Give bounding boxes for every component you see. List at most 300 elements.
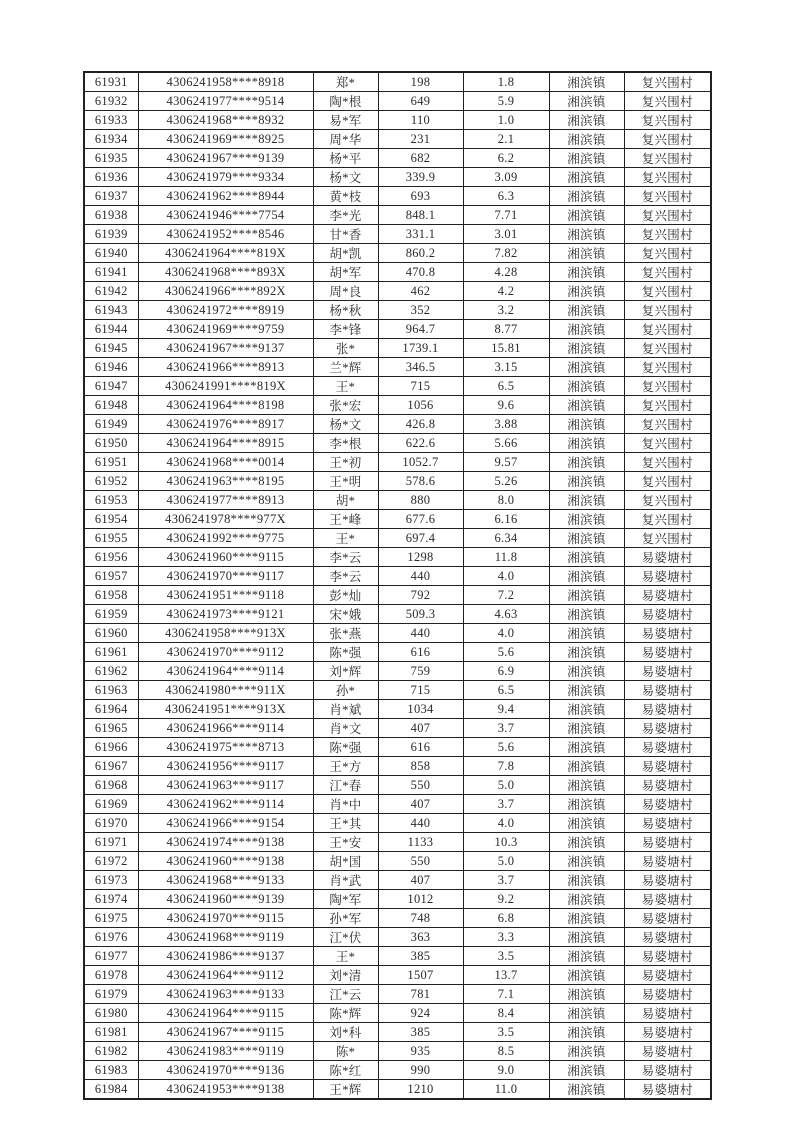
- cell-masked-id-number: 4306241951****9118: [138, 586, 313, 605]
- cell-area-value: 1.8: [463, 72, 549, 92]
- table-row: [84, 130, 711, 149]
- cell-amount-value: 346.5: [378, 358, 463, 377]
- table-row: [84, 377, 711, 396]
- cell-village: 易婆塘村: [624, 833, 711, 852]
- table-row: [84, 928, 711, 947]
- cell-amount-value: 1034: [378, 700, 463, 719]
- cell-sequence-number: 61948: [84, 396, 138, 415]
- cell-amount-value: 110: [378, 111, 463, 130]
- cell-village: 易婆塘村: [624, 1061, 711, 1080]
- cell-village: 易婆塘村: [624, 947, 711, 966]
- cell-masked-name: 杨*平: [313, 149, 378, 168]
- cell-area-value: 4.0: [463, 567, 549, 586]
- cell-masked-name: 周*良: [313, 282, 378, 301]
- cell-masked-id-number: 4306241969****9759: [138, 320, 313, 339]
- cell-sequence-number: 61960: [84, 624, 138, 643]
- cell-masked-id-number: 4306241964****9115: [138, 1004, 313, 1023]
- cell-village: 易婆塘村: [624, 1004, 711, 1023]
- cell-sequence-number: 61967: [84, 757, 138, 776]
- cell-masked-id-number: 4306241967****9139: [138, 149, 313, 168]
- cell-town: 湘滨镇: [549, 719, 624, 738]
- cell-sequence-number: 61976: [84, 928, 138, 947]
- cell-area-value: 9.4: [463, 700, 549, 719]
- cell-masked-id-number: 4306241977****9514: [138, 92, 313, 111]
- table-row: [84, 187, 711, 206]
- cell-masked-name: 孙*军: [313, 909, 378, 928]
- cell-masked-id-number: 4306241962****8944: [138, 187, 313, 206]
- cell-masked-name: 周*华: [313, 130, 378, 149]
- cell-area-value: 6.5: [463, 377, 549, 396]
- cell-town: 湘滨镇: [549, 1061, 624, 1080]
- cell-village: 复兴围村: [624, 282, 711, 301]
- cell-town: 湘滨镇: [549, 567, 624, 586]
- cell-masked-name: 李*根: [313, 434, 378, 453]
- cell-town: 湘滨镇: [549, 168, 624, 187]
- cell-masked-name: 甘*香: [313, 225, 378, 244]
- cell-town: 湘滨镇: [549, 225, 624, 244]
- cell-masked-id-number: 4306241977****8913: [138, 491, 313, 510]
- cell-masked-name: 江*伏: [313, 928, 378, 947]
- cell-masked-id-number: 4306241952****8546: [138, 225, 313, 244]
- cell-town: 湘滨镇: [549, 795, 624, 814]
- cell-area-value: 7.8: [463, 757, 549, 776]
- cell-town: 湘滨镇: [549, 149, 624, 168]
- cell-area-value: 5.9: [463, 92, 549, 111]
- cell-amount-value: 880: [378, 491, 463, 510]
- table-row: [84, 168, 711, 187]
- cell-amount-value: 385: [378, 947, 463, 966]
- cell-sequence-number: 61958: [84, 586, 138, 605]
- cell-masked-name: 陈*: [313, 1042, 378, 1061]
- cell-masked-name: 刘*清: [313, 966, 378, 985]
- cell-masked-id-number: 4306241967****9115: [138, 1023, 313, 1042]
- cell-town: 湘滨镇: [549, 301, 624, 320]
- cell-masked-id-number: 4306241983****9119: [138, 1042, 313, 1061]
- cell-area-value: 10.3: [463, 833, 549, 852]
- table-row: [84, 1004, 711, 1023]
- table-row: [84, 681, 711, 700]
- table-body: [84, 72, 711, 1099]
- cell-area-value: 5.6: [463, 738, 549, 757]
- cell-masked-name: 李*云: [313, 567, 378, 586]
- cell-masked-id-number: 4306241960****9138: [138, 852, 313, 871]
- cell-town: 湘滨镇: [549, 890, 624, 909]
- cell-amount-value: 363: [378, 928, 463, 947]
- cell-area-value: 4.0: [463, 814, 549, 833]
- cell-sequence-number: 61934: [84, 130, 138, 149]
- cell-masked-id-number: 4306241972****8919: [138, 301, 313, 320]
- cell-masked-name: 刘*辉: [313, 662, 378, 681]
- cell-masked-id-number: 4306241978****977X: [138, 510, 313, 529]
- table-row: [84, 510, 711, 529]
- cell-sequence-number: 61961: [84, 643, 138, 662]
- table-row: [84, 1042, 711, 1061]
- cell-amount-value: 622.6: [378, 434, 463, 453]
- cell-area-value: 3.09: [463, 168, 549, 187]
- table-row: [84, 529, 711, 548]
- cell-masked-name: 王*方: [313, 757, 378, 776]
- cell-amount-value: 550: [378, 852, 463, 871]
- table-row: [84, 605, 711, 624]
- cell-area-value: 9.0: [463, 1061, 549, 1080]
- cell-masked-name: 杨*秋: [313, 301, 378, 320]
- cell-amount-value: 385: [378, 1023, 463, 1042]
- cell-masked-name: 胡*: [313, 491, 378, 510]
- cell-village: 复兴围村: [624, 415, 711, 434]
- cell-area-value: 8.5: [463, 1042, 549, 1061]
- cell-amount-value: 748: [378, 909, 463, 928]
- cell-sequence-number: 61939: [84, 225, 138, 244]
- cell-area-value: 3.88: [463, 415, 549, 434]
- cell-masked-id-number: 4306241964****8198: [138, 396, 313, 415]
- cell-masked-name: 胡*军: [313, 263, 378, 282]
- cell-masked-id-number: 4306241958****913X: [138, 624, 313, 643]
- table-row: [84, 339, 711, 358]
- cell-masked-name: 李*光: [313, 206, 378, 225]
- cell-masked-id-number: 4306241970****9112: [138, 643, 313, 662]
- table-row: [84, 1061, 711, 1080]
- cell-amount-value: 231: [378, 130, 463, 149]
- cell-area-value: 7.82: [463, 244, 549, 263]
- cell-masked-name: 易*军: [313, 111, 378, 130]
- cell-amount-value: 616: [378, 643, 463, 662]
- cell-masked-name: 王*其: [313, 814, 378, 833]
- cell-village: 易婆塘村: [624, 871, 711, 890]
- cell-area-value: 6.3: [463, 187, 549, 206]
- cell-amount-value: 198: [378, 72, 463, 92]
- cell-amount-value: 440: [378, 567, 463, 586]
- cell-masked-name: 陈*辉: [313, 1004, 378, 1023]
- cell-area-value: 4.63: [463, 605, 549, 624]
- cell-area-value: 8.0: [463, 491, 549, 510]
- cell-sequence-number: 61937: [84, 187, 138, 206]
- cell-area-value: 3.3: [463, 928, 549, 947]
- cell-amount-value: 649: [378, 92, 463, 111]
- cell-amount-value: 550: [378, 776, 463, 795]
- table-row: [84, 244, 711, 263]
- cell-village: 复兴围村: [624, 263, 711, 282]
- cell-area-value: 6.34: [463, 529, 549, 548]
- cell-area-value: 3.7: [463, 871, 549, 890]
- table-row: [84, 738, 711, 757]
- cell-masked-name: 王*: [313, 947, 378, 966]
- table-row: [84, 1080, 711, 1100]
- cell-town: 湘滨镇: [549, 111, 624, 130]
- cell-area-value: 3.7: [463, 719, 549, 738]
- cell-sequence-number: 61950: [84, 434, 138, 453]
- cell-village: 易婆塘村: [624, 567, 711, 586]
- cell-masked-id-number: 4306241963****9117: [138, 776, 313, 795]
- cell-sequence-number: 61946: [84, 358, 138, 377]
- cell-masked-id-number: 4306241974****9138: [138, 833, 313, 852]
- cell-amount-value: 759: [378, 662, 463, 681]
- cell-town: 湘滨镇: [549, 244, 624, 263]
- cell-area-value: 3.5: [463, 1023, 549, 1042]
- cell-sequence-number: 61983: [84, 1061, 138, 1080]
- table-row: [84, 567, 711, 586]
- cell-sequence-number: 61933: [84, 111, 138, 130]
- cell-masked-name: 陶*根: [313, 92, 378, 111]
- cell-town: 湘滨镇: [549, 263, 624, 282]
- cell-sequence-number: 61940: [84, 244, 138, 263]
- cell-town: 湘滨镇: [549, 757, 624, 776]
- cell-village: 易婆塘村: [624, 681, 711, 700]
- cell-masked-name: 王*初: [313, 453, 378, 472]
- cell-sequence-number: 61972: [84, 852, 138, 871]
- cell-amount-value: 331.1: [378, 225, 463, 244]
- table-row: [84, 415, 711, 434]
- cell-area-value: 5.66: [463, 434, 549, 453]
- cell-area-value: 5.0: [463, 776, 549, 795]
- table-row: [84, 491, 711, 510]
- cell-sequence-number: 61943: [84, 301, 138, 320]
- cell-sequence-number: 61949: [84, 415, 138, 434]
- cell-town: 湘滨镇: [549, 415, 624, 434]
- cell-village: 复兴围村: [624, 434, 711, 453]
- cell-area-value: 5.6: [463, 643, 549, 662]
- cell-village: 复兴围村: [624, 244, 711, 263]
- cell-area-value: 4.28: [463, 263, 549, 282]
- cell-masked-id-number: 4306241968****9133: [138, 871, 313, 890]
- cell-area-value: 4.0: [463, 624, 549, 643]
- cell-sequence-number: 61964: [84, 700, 138, 719]
- cell-sequence-number: 61956: [84, 548, 138, 567]
- cell-amount-value: 407: [378, 719, 463, 738]
- cell-masked-name: 杨*文: [313, 415, 378, 434]
- cell-area-value: 6.16: [463, 510, 549, 529]
- cell-masked-name: 江*春: [313, 776, 378, 795]
- cell-town: 湘滨镇: [549, 833, 624, 852]
- cell-amount-value: 781: [378, 985, 463, 1004]
- cell-masked-name: 肖*文: [313, 719, 378, 738]
- cell-area-value: 7.2: [463, 586, 549, 605]
- cell-sequence-number: 61932: [84, 92, 138, 111]
- cell-area-value: 2.1: [463, 130, 549, 149]
- cell-sequence-number: 61969: [84, 795, 138, 814]
- cell-town: 湘滨镇: [549, 928, 624, 947]
- cell-town: 湘滨镇: [549, 510, 624, 529]
- cell-masked-id-number: 4306241966****8913: [138, 358, 313, 377]
- cell-village: 复兴围村: [624, 453, 711, 472]
- table-row: [84, 434, 711, 453]
- cell-village: 复兴围村: [624, 510, 711, 529]
- cell-masked-name: 王*: [313, 377, 378, 396]
- cell-amount-value: 440: [378, 814, 463, 833]
- cell-masked-name: 张*宏: [313, 396, 378, 415]
- cell-town: 湘滨镇: [549, 947, 624, 966]
- cell-town: 湘滨镇: [549, 1080, 624, 1100]
- cell-amount-value: 792: [378, 586, 463, 605]
- cell-amount-value: 860.2: [378, 244, 463, 263]
- cell-masked-name: 李*云: [313, 548, 378, 567]
- cell-village: 复兴围村: [624, 529, 711, 548]
- cell-masked-name: 陈*强: [313, 738, 378, 757]
- cell-town: 湘滨镇: [549, 871, 624, 890]
- table-row: [84, 719, 711, 738]
- cell-area-value: 6.5: [463, 681, 549, 700]
- cell-village: 复兴围村: [624, 130, 711, 149]
- cell-masked-id-number: 4306241964****9112: [138, 966, 313, 985]
- cell-masked-name: 张*燕: [313, 624, 378, 643]
- cell-amount-value: 1133: [378, 833, 463, 852]
- cell-amount-value: 1210: [378, 1080, 463, 1100]
- cell-amount-value: 677.6: [378, 510, 463, 529]
- cell-masked-id-number: 4306241963****8195: [138, 472, 313, 491]
- table-row: [84, 282, 711, 301]
- cell-masked-id-number: 4306241976****8917: [138, 415, 313, 434]
- cell-amount-value: 1739.1: [378, 339, 463, 358]
- cell-sequence-number: 61953: [84, 491, 138, 510]
- cell-town: 湘滨镇: [549, 529, 624, 548]
- cell-town: 湘滨镇: [549, 624, 624, 643]
- cell-masked-name: 胡*凯: [313, 244, 378, 263]
- cell-masked-id-number: 4306241953****9138: [138, 1080, 313, 1100]
- cell-town: 湘滨镇: [549, 1023, 624, 1042]
- cell-area-value: 6.9: [463, 662, 549, 681]
- cell-masked-name: 王*峰: [313, 510, 378, 529]
- cell-sequence-number: 61977: [84, 947, 138, 966]
- cell-village: 复兴围村: [624, 111, 711, 130]
- cell-amount-value: 848.1: [378, 206, 463, 225]
- cell-town: 湘滨镇: [549, 776, 624, 795]
- cell-sequence-number: 61944: [84, 320, 138, 339]
- cell-masked-name: 宋*娥: [313, 605, 378, 624]
- cell-town: 湘滨镇: [549, 643, 624, 662]
- cell-village: 复兴围村: [624, 168, 711, 187]
- table-row: [84, 871, 711, 890]
- records-table: [83, 71, 712, 1100]
- cell-town: 湘滨镇: [549, 72, 624, 92]
- table-row: [84, 358, 711, 377]
- cell-village: 易婆塘村: [624, 776, 711, 795]
- cell-amount-value: 715: [378, 377, 463, 396]
- cell-amount-value: 509.3: [378, 605, 463, 624]
- cell-village: 易婆塘村: [624, 814, 711, 833]
- cell-amount-value: 935: [378, 1042, 463, 1061]
- cell-masked-id-number: 4306241970****9136: [138, 1061, 313, 1080]
- cell-amount-value: 616: [378, 738, 463, 757]
- cell-masked-name: 郑*: [313, 72, 378, 92]
- cell-village: 易婆塘村: [624, 586, 711, 605]
- cell-town: 湘滨镇: [549, 1042, 624, 1061]
- cell-amount-value: 407: [378, 871, 463, 890]
- cell-area-value: 3.01: [463, 225, 549, 244]
- cell-amount-value: 697.4: [378, 529, 463, 548]
- cell-village: 易婆塘村: [624, 605, 711, 624]
- cell-amount-value: 1052.7: [378, 453, 463, 472]
- cell-area-value: 15.81: [463, 339, 549, 358]
- cell-village: 复兴围村: [624, 320, 711, 339]
- cell-village: 易婆塘村: [624, 985, 711, 1004]
- cell-masked-name: 张*: [313, 339, 378, 358]
- cell-village: 复兴围村: [624, 339, 711, 358]
- cell-masked-id-number: 4306241968****8932: [138, 111, 313, 130]
- cell-masked-id-number: 4306241970****9115: [138, 909, 313, 928]
- table-row: [84, 624, 711, 643]
- table-row: [84, 757, 711, 776]
- cell-masked-name: 孙*: [313, 681, 378, 700]
- cell-village: 易婆塘村: [624, 928, 711, 947]
- cell-sequence-number: 61973: [84, 871, 138, 890]
- table-row: [84, 586, 711, 605]
- cell-area-value: 7.71: [463, 206, 549, 225]
- cell-sequence-number: 61966: [84, 738, 138, 757]
- cell-amount-value: 339.9: [378, 168, 463, 187]
- cell-sequence-number: 61974: [84, 890, 138, 909]
- table-row: [84, 814, 711, 833]
- table-row: [84, 662, 711, 681]
- cell-masked-id-number: 4306241966****9114: [138, 719, 313, 738]
- cell-area-value: 8.77: [463, 320, 549, 339]
- cell-town: 湘滨镇: [549, 206, 624, 225]
- cell-masked-name: 陶*军: [313, 890, 378, 909]
- cell-town: 湘滨镇: [549, 92, 624, 111]
- cell-town: 湘滨镇: [549, 909, 624, 928]
- table-row: [84, 795, 711, 814]
- cell-amount-value: 470.8: [378, 263, 463, 282]
- cell-masked-name: 江*云: [313, 985, 378, 1004]
- cell-area-value: 11.8: [463, 548, 549, 567]
- table-row: [84, 301, 711, 320]
- cell-village: 易婆塘村: [624, 757, 711, 776]
- cell-village: 易婆塘村: [624, 700, 711, 719]
- cell-masked-id-number: 4306241969****8925: [138, 130, 313, 149]
- table-row: [84, 92, 711, 111]
- cell-area-value: 8.4: [463, 1004, 549, 1023]
- cell-sequence-number: 61957: [84, 567, 138, 586]
- cell-area-value: 9.6: [463, 396, 549, 415]
- cell-masked-id-number: 4306241980****911X: [138, 681, 313, 700]
- cell-town: 湘滨镇: [549, 700, 624, 719]
- cell-masked-id-number: 4306241968****9119: [138, 928, 313, 947]
- cell-masked-name: 陈*红: [313, 1061, 378, 1080]
- cell-masked-name: 陈*强: [313, 643, 378, 662]
- table-row: [84, 890, 711, 909]
- cell-masked-id-number: 4306241956****9117: [138, 757, 313, 776]
- cell-area-value: 6.2: [463, 149, 549, 168]
- cell-amount-value: 462: [378, 282, 463, 301]
- cell-town: 湘滨镇: [549, 662, 624, 681]
- cell-sequence-number: 61965: [84, 719, 138, 738]
- cell-masked-name: 王*明: [313, 472, 378, 491]
- cell-amount-value: 1012: [378, 890, 463, 909]
- cell-masked-name: 兰*辉: [313, 358, 378, 377]
- table-row: [84, 111, 711, 130]
- cell-area-value: 13.7: [463, 966, 549, 985]
- table-row: [84, 206, 711, 225]
- cell-village: 复兴围村: [624, 358, 711, 377]
- cell-sequence-number: 61942: [84, 282, 138, 301]
- cell-town: 湘滨镇: [549, 320, 624, 339]
- cell-amount-value: 858: [378, 757, 463, 776]
- cell-masked-name: 王*安: [313, 833, 378, 852]
- table-row: [84, 833, 711, 852]
- cell-sequence-number: 61982: [84, 1042, 138, 1061]
- cell-sequence-number: 61941: [84, 263, 138, 282]
- cell-masked-id-number: 4306241992****9775: [138, 529, 313, 548]
- table-row: [84, 947, 711, 966]
- cell-area-value: 9.2: [463, 890, 549, 909]
- cell-town: 湘滨镇: [549, 377, 624, 396]
- cell-sequence-number: 61951: [84, 453, 138, 472]
- cell-area-value: 3.15: [463, 358, 549, 377]
- cell-area-value: 9.57: [463, 453, 549, 472]
- cell-amount-value: 1056: [378, 396, 463, 415]
- table-row: [84, 966, 711, 985]
- cell-sequence-number: 61938: [84, 206, 138, 225]
- cell-sequence-number: 61981: [84, 1023, 138, 1042]
- cell-masked-id-number: 4306241960****9115: [138, 548, 313, 567]
